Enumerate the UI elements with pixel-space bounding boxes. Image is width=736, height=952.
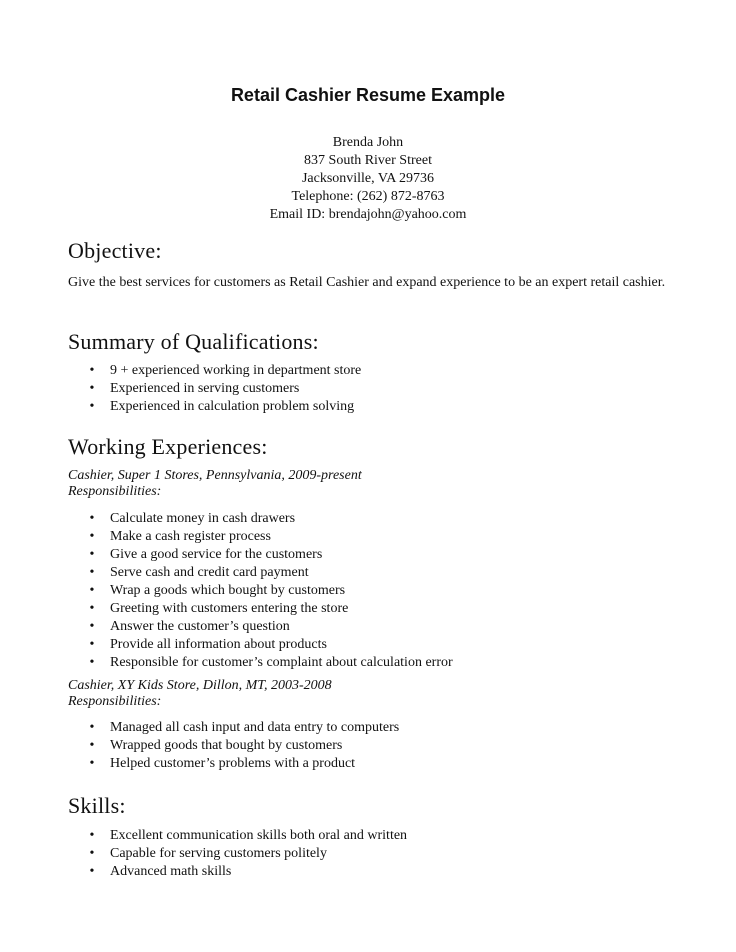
bullet-icon: • (89, 738, 95, 753)
bullet-icon: • (89, 756, 95, 771)
page-title: Retail Cashier Resume Example (230, 85, 506, 105)
bullet-icon: • (89, 381, 95, 396)
bullet-icon: • (89, 601, 95, 616)
list-item: • Give a good service for the customers (86, 546, 453, 564)
job-2-responsibilities (86, 719, 399, 773)
skills-list (86, 827, 407, 881)
list-item: • Experienced in calculation problem solving (86, 398, 361, 416)
bullet-icon: • (89, 363, 95, 378)
contact-block (0, 134, 736, 224)
list-item: • Managed all cash input and data entry to computers (86, 719, 399, 737)
list-item: • Answer the customer’s question (86, 618, 453, 636)
list-item: • Serve cash and credit card payment (86, 564, 453, 582)
contact-street: 837 South River Street (304, 153, 432, 168)
list-item: • 9 + experienced working in department store (86, 362, 361, 380)
list-item: • Greeting with customers entering the store (86, 600, 453, 618)
contact-name: Brenda John (332, 135, 404, 150)
job-title: Cashier, XY Kids Store, Dillon, MT, 2003-2008 (68, 678, 332, 693)
experience-heading: Working Experiences: (68, 434, 268, 459)
list-item: • Helped customer’s problems with a product (86, 755, 399, 773)
bullet-icon: • (89, 846, 95, 861)
list-item: • Wrap a goods which bought by customers (86, 582, 453, 600)
job-title: Cashier, Super 1 Stores, Pennsylvania, 2009-present (68, 468, 362, 483)
contact-city: Jacksonville, VA 29736 (301, 171, 435, 186)
bullet-icon: • (89, 655, 95, 670)
bullet-icon: • (89, 583, 95, 598)
bullet-icon: • (89, 619, 95, 634)
bullet-icon: • (89, 565, 95, 580)
responsibilities-label: Responsibilities: (68, 484, 162, 499)
list-item: • Capable for serving customers politely (86, 845, 407, 863)
list-item: • Advanced math skills (86, 863, 407, 881)
responsibilities-label: Responsibilities: (68, 694, 162, 709)
objective-heading: Objective: (68, 238, 162, 263)
job-header-1 (68, 468, 362, 500)
list-item: • Make a cash register process (86, 528, 453, 546)
bullet-icon: • (89, 399, 95, 414)
job-1-responsibilities (86, 510, 453, 672)
skills-heading: Skills: (68, 793, 126, 818)
list-item: • Provide all information about products (86, 636, 453, 654)
qualifications-list (86, 362, 361, 416)
contact-email: Email ID: brendajohn@yahoo.com (269, 207, 467, 222)
bullet-icon: • (89, 547, 95, 562)
bullet-icon: • (89, 720, 95, 735)
bullet-icon: • (89, 828, 95, 843)
bullet-icon: • (89, 864, 95, 879)
list-item: • Responsible for customer’s complaint about calculation error (86, 654, 453, 672)
bullet-icon: • (89, 637, 95, 652)
list-item: • Experienced in serving customers (86, 380, 361, 398)
list-item: • Calculate money in cash drawers (86, 510, 453, 528)
objective-text: Give the best services for customers as Retail Cashier and expand experience to be an expert retail cashier. (68, 275, 666, 290)
bullet-icon: • (89, 529, 95, 544)
bullet-icon: • (89, 511, 95, 526)
list-item: • Excellent communication skills both oral and written (86, 827, 407, 845)
qualifications-heading: Summary of Qualifications: (68, 329, 319, 354)
job-header-2 (68, 678, 332, 710)
contact-telephone: Telephone: (262) 872-8763 (291, 189, 445, 204)
list-item: • Wrapped goods that bought by customers (86, 737, 399, 755)
